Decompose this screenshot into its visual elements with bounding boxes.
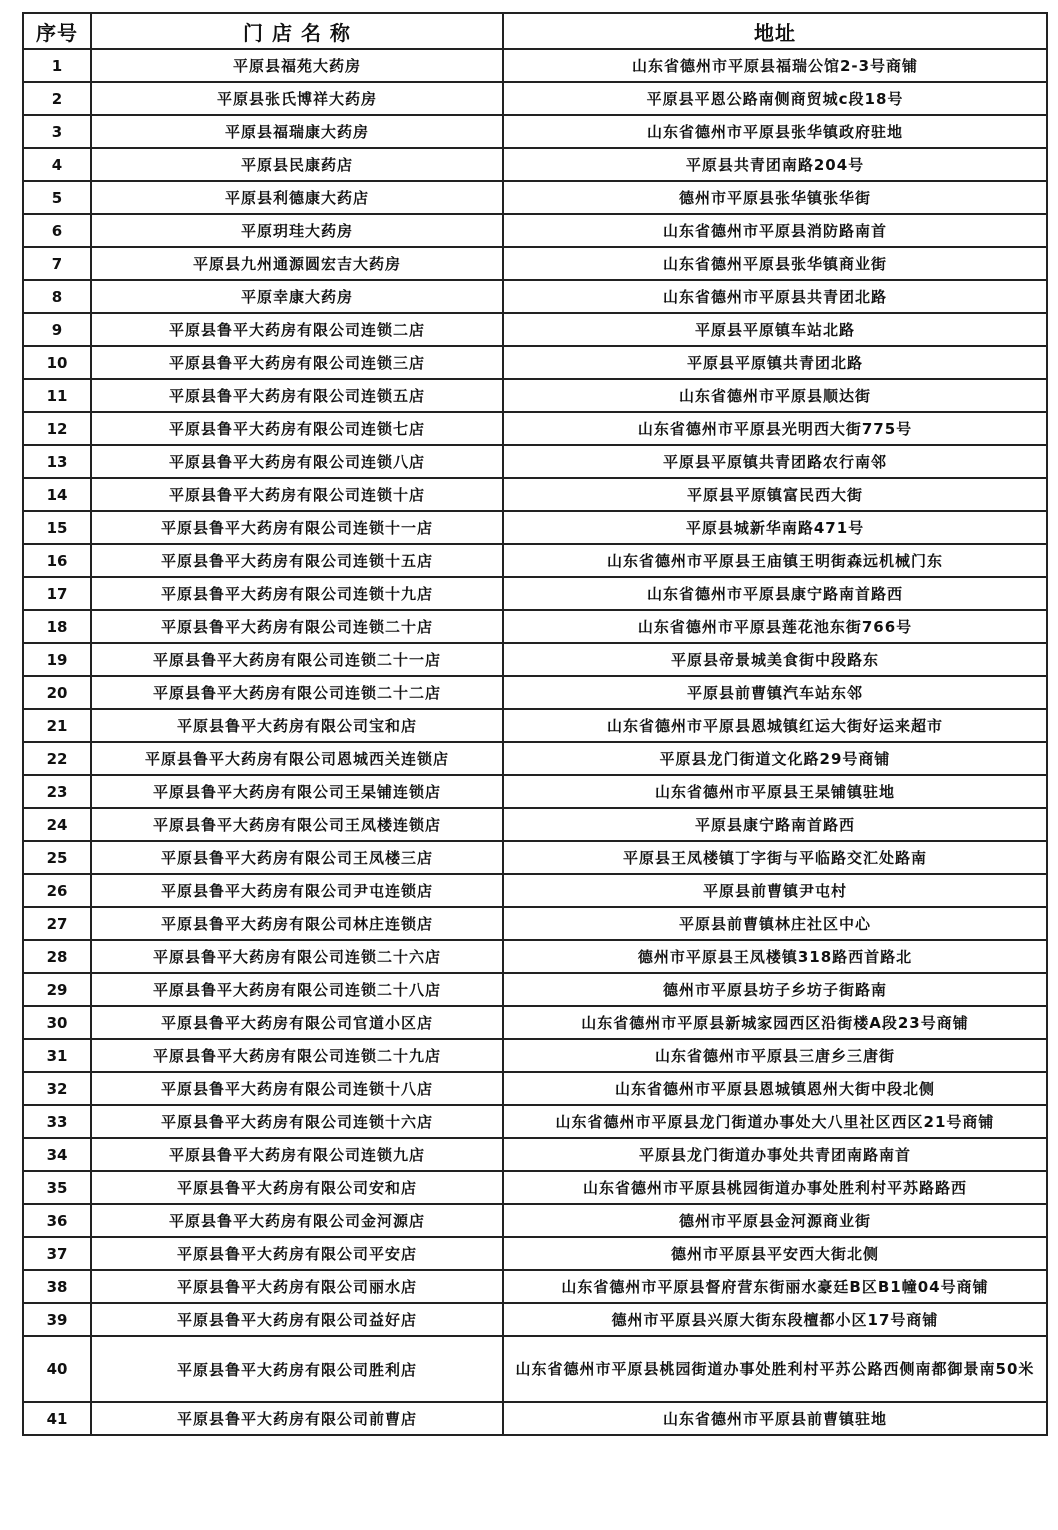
- row-index: 27: [23, 907, 91, 940]
- store-address: 山东省德州市平原县桃园街道办事处胜利村平苏公路西侧南都御景南50米: [503, 1336, 1047, 1402]
- store-name: 平原县张氏博祥大药房: [91, 82, 503, 115]
- store-address: 山东省德州市平原县共青团北路: [503, 280, 1047, 313]
- table-row: [23, 412, 1047, 445]
- store-address: 山东省德州市平原县新城家园西区沿街楼A段23号商铺: [503, 1006, 1047, 1039]
- store-name: 平原县鲁平大药房有限公司恩城西关连锁店: [91, 742, 503, 775]
- store-name: 平原县福苑大药房: [91, 49, 503, 82]
- row-index: 30: [23, 1006, 91, 1039]
- row-index: 23: [23, 775, 91, 808]
- row-index: 14: [23, 478, 91, 511]
- row-index: 7: [23, 247, 91, 280]
- store-name: 平原县鲁平大药房有限公司连锁九店: [91, 1138, 503, 1171]
- table-row: [23, 742, 1047, 775]
- table-row: [23, 1072, 1047, 1105]
- row-index: 2: [23, 82, 91, 115]
- store-name: 平原县鲁平大药房有限公司尹屯连锁店: [91, 874, 503, 907]
- table-row: [23, 643, 1047, 676]
- table-row: [23, 280, 1047, 313]
- table-row: [23, 973, 1047, 1006]
- store-name: 平原县鲁平大药房有限公司丽水店: [91, 1270, 503, 1303]
- table-row: [23, 841, 1047, 874]
- store-name: 平原县鲁平大药房有限公司连锁十九店: [91, 577, 503, 610]
- row-index: 40: [23, 1336, 91, 1402]
- table-row: [23, 1204, 1047, 1237]
- store-address: 德州市平原县王凤楼镇318路西首路北: [503, 940, 1047, 973]
- store-name: 平原县鲁平大药房有限公司连锁十六店: [91, 1105, 503, 1138]
- row-index: 6: [23, 214, 91, 247]
- row-index: 17: [23, 577, 91, 610]
- row-index: 10: [23, 346, 91, 379]
- row-index: 22: [23, 742, 91, 775]
- row-index: 3: [23, 115, 91, 148]
- header-index: 序号: [23, 13, 91, 49]
- store-list-table: [22, 12, 1048, 1436]
- row-index: 28: [23, 940, 91, 973]
- store-address: 山东省德州市平原县张华镇政府驻地: [503, 115, 1047, 148]
- table-row: [23, 379, 1047, 412]
- store-address: 平原县平恩公路南侧商贸城c段18号: [503, 82, 1047, 115]
- table-row: [23, 1039, 1047, 1072]
- store-address: 平原县平原镇富民西大街: [503, 478, 1047, 511]
- store-address: 山东省德州市平原县福瑞公馆2-3号商铺: [503, 49, 1047, 82]
- store-name: 平原县鲁平大药房有限公司连锁二十一店: [91, 643, 503, 676]
- store-name: 平原县鲁平大药房有限公司连锁二十六店: [91, 940, 503, 973]
- table-row: [23, 49, 1047, 82]
- table-row: [23, 148, 1047, 181]
- store-address: 山东省德州市平原县桃园街道办事处胜利村平苏路路西: [503, 1171, 1047, 1204]
- table-row: [23, 1171, 1047, 1204]
- table-row: [23, 1303, 1047, 1336]
- table-row: [23, 1402, 1047, 1435]
- store-address: 平原县平原镇共青团路农行南邻: [503, 445, 1047, 478]
- store-name: 平原县鲁平大药房有限公司连锁二店: [91, 313, 503, 346]
- store-name: 平原县鲁平大药房有限公司连锁二十八店: [91, 973, 503, 1006]
- table-row: [23, 214, 1047, 247]
- row-index: 36: [23, 1204, 91, 1237]
- row-index: 39: [23, 1303, 91, 1336]
- table-row: [23, 676, 1047, 709]
- table-row: [23, 1105, 1047, 1138]
- store-address: 山东省德州市平原县康宁路南首路西: [503, 577, 1047, 610]
- row-index: 13: [23, 445, 91, 478]
- row-index: 31: [23, 1039, 91, 1072]
- row-index: 33: [23, 1105, 91, 1138]
- table-row: [23, 874, 1047, 907]
- store-name: 平原县鲁平大药房有限公司连锁五店: [91, 379, 503, 412]
- table-row: [23, 445, 1047, 478]
- table-row: [23, 82, 1047, 115]
- store-name: 平原县鲁平大药房有限公司连锁二十九店: [91, 1039, 503, 1072]
- table-row: [23, 247, 1047, 280]
- row-index: 21: [23, 709, 91, 742]
- store-name: 平原县利德康大药店: [91, 181, 503, 214]
- row-index: 15: [23, 511, 91, 544]
- store-name: 平原县鲁平大药房有限公司王凤楼三店: [91, 841, 503, 874]
- row-index: 5: [23, 181, 91, 214]
- store-address: 平原县王凤楼镇丁字街与平临路交汇处路南: [503, 841, 1047, 874]
- table-row: [23, 181, 1047, 214]
- store-name: 平原县鲁平大药房有限公司胜利店: [91, 1336, 503, 1402]
- store-name: 平原县鲁平大药房有限公司连锁十五店: [91, 544, 503, 577]
- table-row: [23, 709, 1047, 742]
- table-row: [23, 775, 1047, 808]
- row-index: 35: [23, 1171, 91, 1204]
- store-address: 山东省德州市平原县顺达街: [503, 379, 1047, 412]
- table-row: [23, 940, 1047, 973]
- store-address: 德州市平原县金河源商业街: [503, 1204, 1047, 1237]
- store-name: 平原县鲁平大药房有限公司宝和店: [91, 709, 503, 742]
- row-index: 37: [23, 1237, 91, 1270]
- store-address: 山东省德州市平原县龙门街道办事处大八里社区西区21号商铺: [503, 1105, 1047, 1138]
- store-address: 山东省德州市平原县前曹镇驻地: [503, 1402, 1047, 1435]
- store-name: 平原县鲁平大药房有限公司金河源店: [91, 1204, 503, 1237]
- store-list-table-container: [22, 12, 1046, 1436]
- table-row: [23, 346, 1047, 379]
- store-address: 山东省德州市平原县三唐乡三唐街: [503, 1039, 1047, 1072]
- table-row: [23, 544, 1047, 577]
- store-name: 平原县鲁平大药房有限公司平安店: [91, 1237, 503, 1270]
- store-address: 平原县前曹镇林庄社区中心: [503, 907, 1047, 940]
- store-name: 平原县民康药店: [91, 148, 503, 181]
- table-row: [23, 808, 1047, 841]
- row-index: 18: [23, 610, 91, 643]
- table-row: [23, 313, 1047, 346]
- row-index: 8: [23, 280, 91, 313]
- table-row: [23, 1237, 1047, 1270]
- store-name: 平原县鲁平大药房有限公司连锁二十二店: [91, 676, 503, 709]
- store-name: 平原县鲁平大药房有限公司连锁二十店: [91, 610, 503, 643]
- header-store-name: 门 店 名 称: [91, 13, 503, 49]
- store-name: 平原县福瑞康大药房: [91, 115, 503, 148]
- store-address: 山东省德州市平原县王庙镇王明街森远机械门东: [503, 544, 1047, 577]
- store-address: 平原县帝景城美食街中段路东: [503, 643, 1047, 676]
- table-row: [23, 511, 1047, 544]
- store-name: 平原县鲁平大药房有限公司连锁十八店: [91, 1072, 503, 1105]
- store-address: 平原县共青团南路204号: [503, 148, 1047, 181]
- row-index: 32: [23, 1072, 91, 1105]
- row-index: 26: [23, 874, 91, 907]
- row-index: 9: [23, 313, 91, 346]
- store-address: 山东省德州市平原县消防路南首: [503, 214, 1047, 247]
- table-body: [23, 49, 1047, 1435]
- store-name: 平原县鲁平大药房有限公司安和店: [91, 1171, 503, 1204]
- store-name: 平原县鲁平大药房有限公司王杲铺连锁店: [91, 775, 503, 808]
- header-address: 地址: [503, 13, 1047, 49]
- table-header-row: [23, 13, 1047, 49]
- store-address: 平原县平原镇共青团北路: [503, 346, 1047, 379]
- store-address: 德州市平原县坊子乡坊子街路南: [503, 973, 1047, 1006]
- row-index: 1: [23, 49, 91, 82]
- table-row: [23, 577, 1047, 610]
- store-address: 山东省德州市平原县光明西大街775号: [503, 412, 1047, 445]
- table-row: [23, 1138, 1047, 1171]
- store-name: 平原县鲁平大药房有限公司前曹店: [91, 1402, 503, 1435]
- store-address: 平原县城新华南路471号: [503, 511, 1047, 544]
- store-name: 平原县鲁平大药房有限公司林庄连锁店: [91, 907, 503, 940]
- store-address: 平原县龙门街道办事处共青团南路南首: [503, 1138, 1047, 1171]
- store-name: 平原县鲁平大药房有限公司连锁七店: [91, 412, 503, 445]
- row-index: 4: [23, 148, 91, 181]
- row-index: 24: [23, 808, 91, 841]
- row-index: 29: [23, 973, 91, 1006]
- store-address: 山东省德州市平原县督府营东街丽水豪廷B区B1幢04号商铺: [503, 1270, 1047, 1303]
- store-address: 山东省德州市平原县恩城镇红运大街好运来超市: [503, 709, 1047, 742]
- store-address: 平原县前曹镇汽车站东邻: [503, 676, 1047, 709]
- table-row: [23, 1336, 1047, 1402]
- store-name: 平原县鲁平大药房有限公司连锁十一店: [91, 511, 503, 544]
- store-address: 平原县康宁路南首路西: [503, 808, 1047, 841]
- store-name: 平原县鲁平大药房有限公司王凤楼连锁店: [91, 808, 503, 841]
- store-address: 山东省德州平原县张华镇商业街: [503, 247, 1047, 280]
- row-index: 20: [23, 676, 91, 709]
- row-index: 19: [23, 643, 91, 676]
- table-row: [23, 1006, 1047, 1039]
- store-address: 平原县前曹镇尹屯村: [503, 874, 1047, 907]
- table-row: [23, 1270, 1047, 1303]
- row-index: 38: [23, 1270, 91, 1303]
- store-name: 平原县九州通源圆宏吉大药房: [91, 247, 503, 280]
- store-address: 德州市平原县兴原大街东段檀都小区17号商铺: [503, 1303, 1047, 1336]
- row-index: 41: [23, 1402, 91, 1435]
- store-address: 山东省德州市平原县王杲铺镇驻地: [503, 775, 1047, 808]
- table-row: [23, 907, 1047, 940]
- store-name: 平原县鲁平大药房有限公司连锁十店: [91, 478, 503, 511]
- row-index: 12: [23, 412, 91, 445]
- store-address: 德州市平原县平安西大街北侧: [503, 1237, 1047, 1270]
- row-index: 11: [23, 379, 91, 412]
- store-name: 平原县鲁平大药房有限公司连锁八店: [91, 445, 503, 478]
- table-row: [23, 115, 1047, 148]
- store-name: 平原县鲁平大药房有限公司官道小区店: [91, 1006, 503, 1039]
- row-index: 25: [23, 841, 91, 874]
- store-name: 平原县鲁平大药房有限公司连锁三店: [91, 346, 503, 379]
- table-row: [23, 478, 1047, 511]
- store-address: 德州市平原县张华镇张华街: [503, 181, 1047, 214]
- table-row: [23, 610, 1047, 643]
- store-address: 山东省德州市平原县莲花池东街766号: [503, 610, 1047, 643]
- store-name: 平原玥珪大药房: [91, 214, 503, 247]
- row-index: 16: [23, 544, 91, 577]
- row-index: 34: [23, 1138, 91, 1171]
- store-address: 山东省德州市平原县恩城镇恩州大街中段北侧: [503, 1072, 1047, 1105]
- store-name: 平原幸康大药房: [91, 280, 503, 313]
- store-address: 平原县平原镇车站北路: [503, 313, 1047, 346]
- store-address: 平原县龙门街道文化路29号商铺: [503, 742, 1047, 775]
- store-name: 平原县鲁平大药房有限公司益好店: [91, 1303, 503, 1336]
